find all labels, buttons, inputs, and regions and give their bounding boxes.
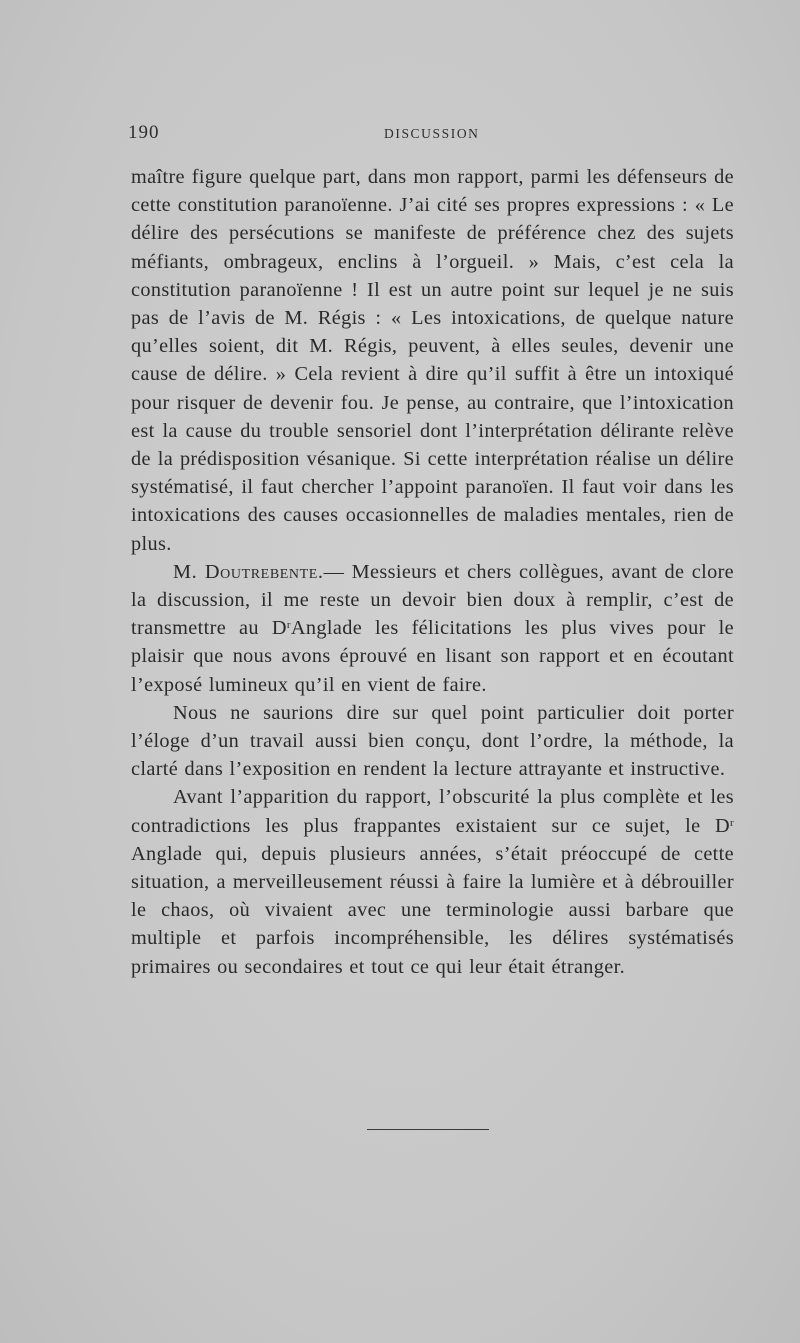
paragraph-eloge: Nous ne saurions dire sur quel point particulier doit porter l’éloge d’un travail aussi bien conçu, dont l’ordre, la méthode, la clarté dans l’exposition en rendent la lecture attrayante et instructive. <box>131 701 734 781</box>
paragraph-text-before: Messieurs et chers collègues, avant de clore la discussion, il me reste un devoir bien doux à remplir, c’est de transmettre au D <box>131 560 735 640</box>
page-header <box>128 122 736 148</box>
em-dash: — <box>323 560 345 583</box>
paragraph-avant <box>131 783 734 980</box>
running-head: DISCUSSION <box>384 126 480 141</box>
paragraph-text-after: Anglade les félicitations les plus vives pour le plaisir que nous avons éprouvé en lisant son rapport et en écoutant l’exposé lumineux qu’il en vient de faire. <box>131 617 734 696</box>
paragraph-doutrebente <box>131 558 734 699</box>
paragraph-text-before: Avant l’apparition du rapport, l’obscurité la plus complète et les contradictions les plus frappantes existaient sur ce sujet, le D <box>131 786 734 837</box>
speaker-name: M. Doutrebente. <box>173 560 324 583</box>
page-number: 190 <box>128 122 160 143</box>
section-end-rule <box>367 1129 489 1130</box>
body-text <box>131 163 734 981</box>
doctor-abbrev-sup: r <box>729 816 734 829</box>
paragraph-text-after: Anglade qui, depuis plusieurs années, s’était préoccupé de cette situation, a merveilleusement réussi à faire la lumière et à débrouiller le chaos, où vivaient avec une terminologie aussi barbare que multiple et parfois incompréhensible, les délires systématisés primaires ou secondaires et tout ce qui leur était étranger. <box>131 842 734 978</box>
doctor-abbrev-sup: r <box>286 619 291 632</box>
paragraph-continuation: maître figure quelque part, dans mon rapport, parmi les défenseurs de cette constitution paranoïenne. J’ai cité ses propres expressions : « Le délire des persécutions se manifeste de préférence chez des sujets méfiants, ombrageux, enclins à l’orgueil. » Mais, c’est cela la constitution paranoïenne ! Il est un autre point sur lequel je ne suis pas de l’avis de M. Régis : « Les intoxications, de quelque nature qu’elles soient, dit M. Régis, peuvent, à elles seules, devenir une cause de délire. » Cela revient à dire qu’il suffit à être un intoxiqué pour risquer de devenir fou. Je pense, au contraire, que l’intoxication est la cause du trouble sensoriel dont l’interprétation délirante relève de la prédisposition vésanique. Si cette interprétation réalise un délire systématisé, il faut chercher l’appoint paranoïen. Il faut voir dans les intoxications des causes occasionnelles de maladies mentales, rien de plus. <box>131 166 734 555</box>
